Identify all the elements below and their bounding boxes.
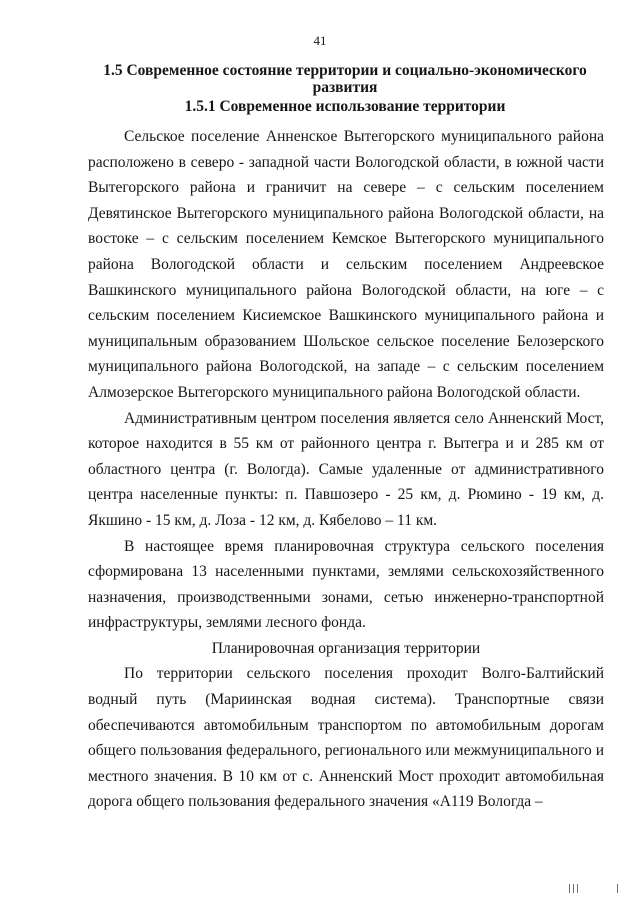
page-number: 41 xyxy=(313,33,327,48)
subsection-heading: 1.5.1 Современное использование территории xyxy=(184,98,506,115)
paragraph-planning-structure: В настоящее время планировочная структура сельского поселения сформирована 13 населенными пунктами, землями сельскохозяйственного назначения, производственными зонами, сетью инженерно-транспортной инфраструктуры, землями лесного фонда. xyxy=(88,537,604,632)
section-heading: 1.5 Современное состояние территории и социально-экономического развития xyxy=(103,62,587,96)
footer-mark: ||| xyxy=(568,884,581,894)
paragraph-admin-center: Административным центром поселения является село Анненский Мост, которое находится в 55 км от районного центра г. Вытегра и и 285 км от областного центра (г. Вологда). Самые удаленные от административного центра населенные пункты: п. Павшозеро - 25 км, д. Рюмино - 19 км, д. Якшино - 15 км, д. Лоза - 12 км, д. Кябелово – 11 км. xyxy=(88,409,604,529)
paragraph-transport: По территории сельского поселения проходит Волго-Балтийский водный путь (Мариинская водная система). Транспортные связи обеспечиваются автомобильным транспортом по автомобильным дорогам общего пользования федерального, регионального или межмуниципального и местного значения. В 10 км от с. Анненский Мост проходит автомобильная дорога общего пользования федерального значения «А119 Вологда – xyxy=(88,665,604,811)
footer-mark: | xyxy=(616,884,621,894)
planning-subheading: Планировочная организация территории xyxy=(211,639,481,657)
document-body xyxy=(88,124,604,815)
paragraph-location: Сельское поселение Анненское Вытегорского муниципального района расположено в северо - западной части Вологодской области, в южной части Вытегорского района и граничит на севере – с сельским поселением Девятинское Вытегорского муниципального района Вологодской области, на востоке – с сельским поселением Кемское Вытегорского муниципального района Вологодской области и сельским поселением Андреевское Вашкинского муниципального района Вологодской области, на юге – с сельским поселением Кисиемское Вашкинского муниципального района и муниципальным образованием Шольское сельское поселение Белозерского муниципального района Вологодской, на западе – с сельским поселением Алмозерское Вытегорского муниципального района Вологодской области. xyxy=(88,128,604,401)
